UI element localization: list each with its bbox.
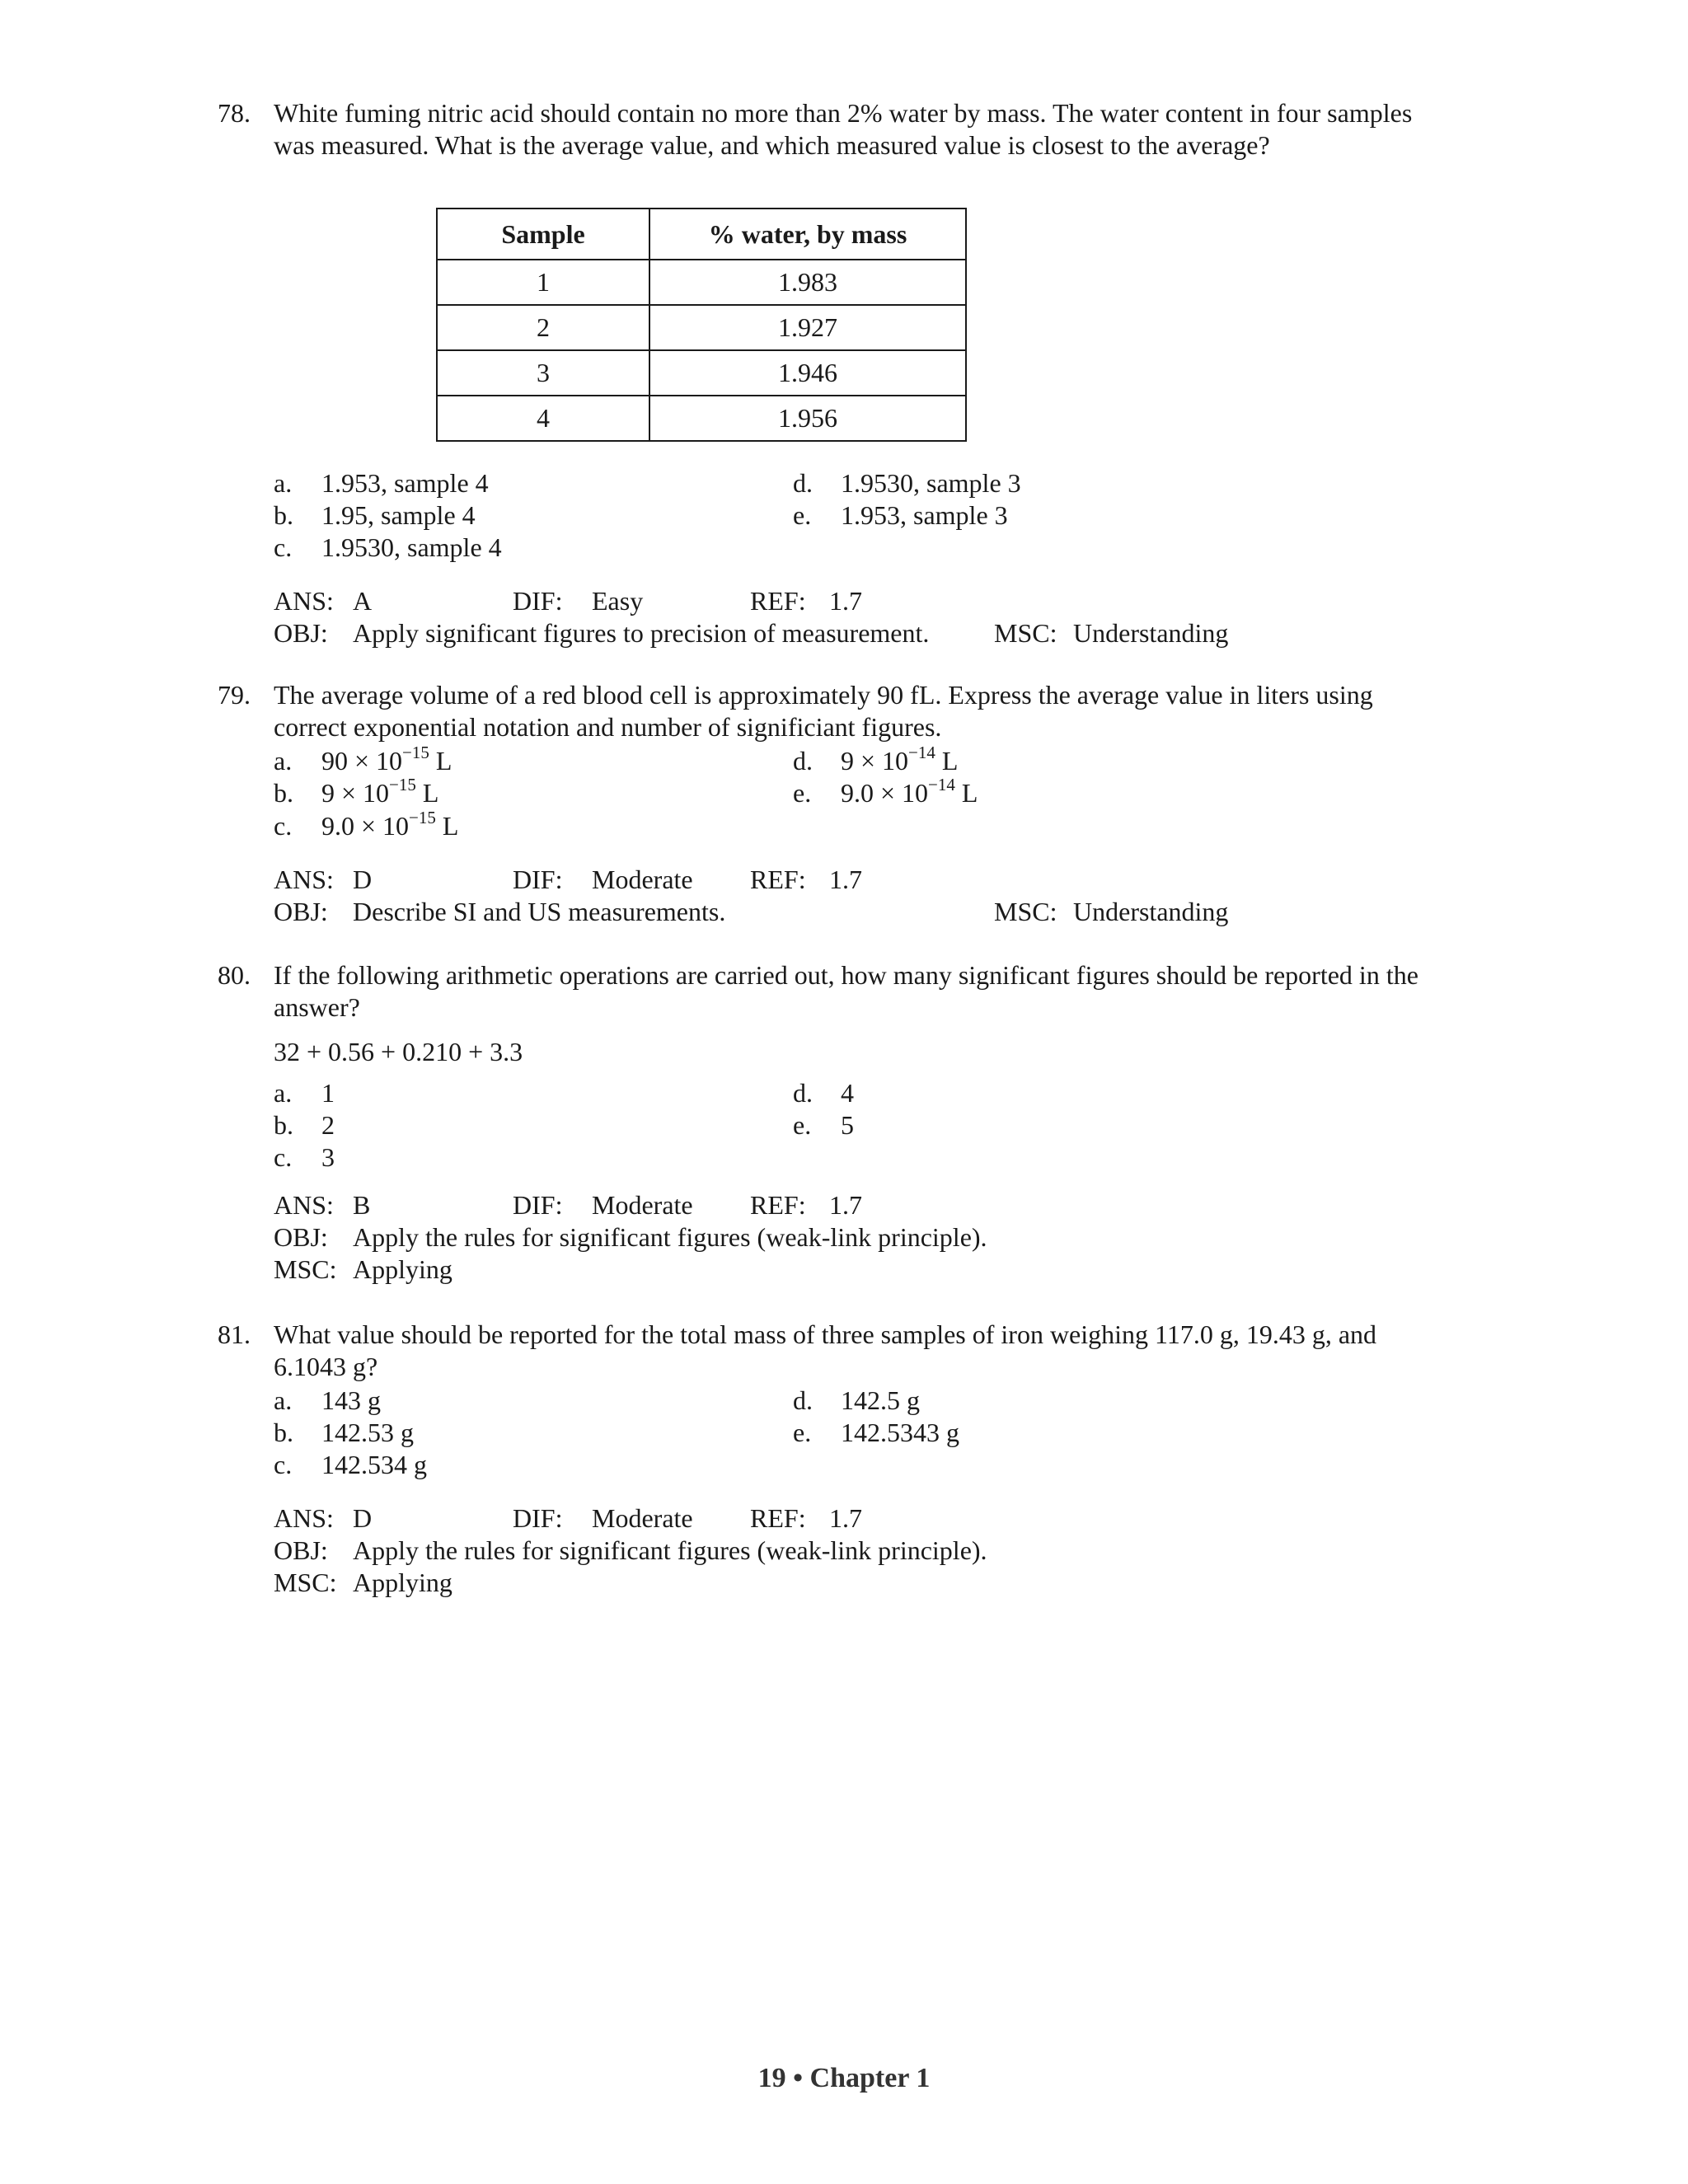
question-text: White fuming nitric acid should contain no more than 2% water by mass. The water content in four samples was measured. What is the average value, and which measured value is closest to the average?	[274, 98, 1413, 160]
reference-value: 1.7	[829, 1503, 862, 1533]
answer-value: D	[353, 865, 373, 894]
question-number: 80.	[218, 960, 251, 990]
table-row	[437, 350, 966, 396]
msc-value: Applying	[353, 1568, 452, 1597]
option-text: 1.9530, sample 3	[841, 468, 1021, 498]
option-text: $9.0 \times 10^{-14}$ L	[841, 775, 978, 808]
option-text: 142.534 g	[321, 1450, 427, 1479]
option-text: 1.953, sample 4	[321, 468, 489, 498]
table-header-sample: Sample	[437, 209, 649, 260]
option-text: 142.5 g	[841, 1385, 920, 1415]
table-cell: 1.956	[649, 396, 966, 441]
objective-value: Apply significant figures to precision of measurement.	[353, 618, 930, 648]
msc-value: Understanding	[1073, 897, 1229, 926]
objective-value: Apply the rules for significant figures (weak-link principle).	[353, 1535, 987, 1565]
table-cell: 1.946	[649, 350, 966, 396]
option-text: 3	[321, 1142, 335, 1172]
reference-value: 1.7	[829, 586, 862, 616]
table-cell: 3	[437, 350, 649, 396]
answer-value: D	[353, 1503, 373, 1533]
table-cell: 1.927	[649, 305, 966, 350]
objective-value: Apply the rules for significant figures (weak-link principle).	[353, 1222, 987, 1252]
table-cell: 2	[437, 305, 649, 350]
option-text: 5	[841, 1110, 854, 1140]
option-text: 1	[321, 1078, 335, 1108]
difficulty-value: Easy	[592, 586, 644, 616]
reference-value: 1.7	[829, 1190, 862, 1220]
answer-value: B	[353, 1190, 371, 1220]
msc-value: Applying	[353, 1254, 452, 1284]
question-number: 79.	[218, 680, 251, 710]
option-text: 1.95, sample 4	[321, 500, 476, 530]
table-header-water: % water, by mass	[649, 209, 966, 260]
table-row	[437, 396, 966, 441]
reference-value: 1.7	[829, 865, 862, 894]
question-text: If the following arithmetic operations are carried out, how many significant figures should be reported in the answer?	[274, 960, 1418, 1022]
question-text: The average volume of a red blood cell is approximately 90 fL. Express the average value in liters using correct exponential notation and number of significiant figures.	[274, 680, 1373, 742]
table-cell: 1	[437, 260, 649, 305]
difficulty-value: Moderate	[592, 865, 693, 894]
option-text: $9.0 \times 10^{-15}$ L	[321, 808, 459, 841]
option-text: 142.5343 g	[841, 1418, 959, 1447]
option-text: 1.953, sample 3	[841, 500, 1008, 530]
option-text: 143 g	[321, 1385, 381, 1415]
option-text: $9 \times 10^{-15}$ L	[321, 775, 439, 808]
option-text: 2	[321, 1110, 335, 1140]
question-number: 78.	[218, 98, 251, 128]
option-text: $90 \times 10^{-15}$ L	[321, 743, 452, 776]
option-text: 4	[841, 1078, 854, 1108]
objective-value: Describe SI and US measurements.	[353, 897, 726, 926]
answer-value: A	[353, 586, 373, 616]
option-text: 1.9530, sample 4	[321, 532, 502, 562]
table-header-row	[437, 209, 966, 260]
table-cell: 4	[437, 396, 649, 441]
difficulty-value: Moderate	[592, 1503, 693, 1533]
option-text: 142.53 g	[321, 1418, 414, 1447]
difficulty-value: Moderate	[592, 1190, 693, 1220]
option-text: $9 \times 10^{-14}$ L	[841, 743, 959, 776]
table-row	[437, 305, 966, 350]
msc-value: Understanding	[1073, 618, 1229, 648]
table-cell: 1.983	[649, 260, 966, 305]
arithmetic-expression: 32 + 0.56 + 0.210 + 3.3	[274, 1037, 523, 1066]
question-number: 81.	[218, 1319, 251, 1349]
water-content-table	[436, 208, 967, 442]
question-text: What value should be reported for the total mass of three samples of iron weighing 117.0 g, 19.43 g, and 6.1043 g?	[274, 1319, 1377, 1381]
table-row	[437, 260, 966, 305]
page-footer: 19 • Chapter 1	[757, 2063, 931, 2093]
